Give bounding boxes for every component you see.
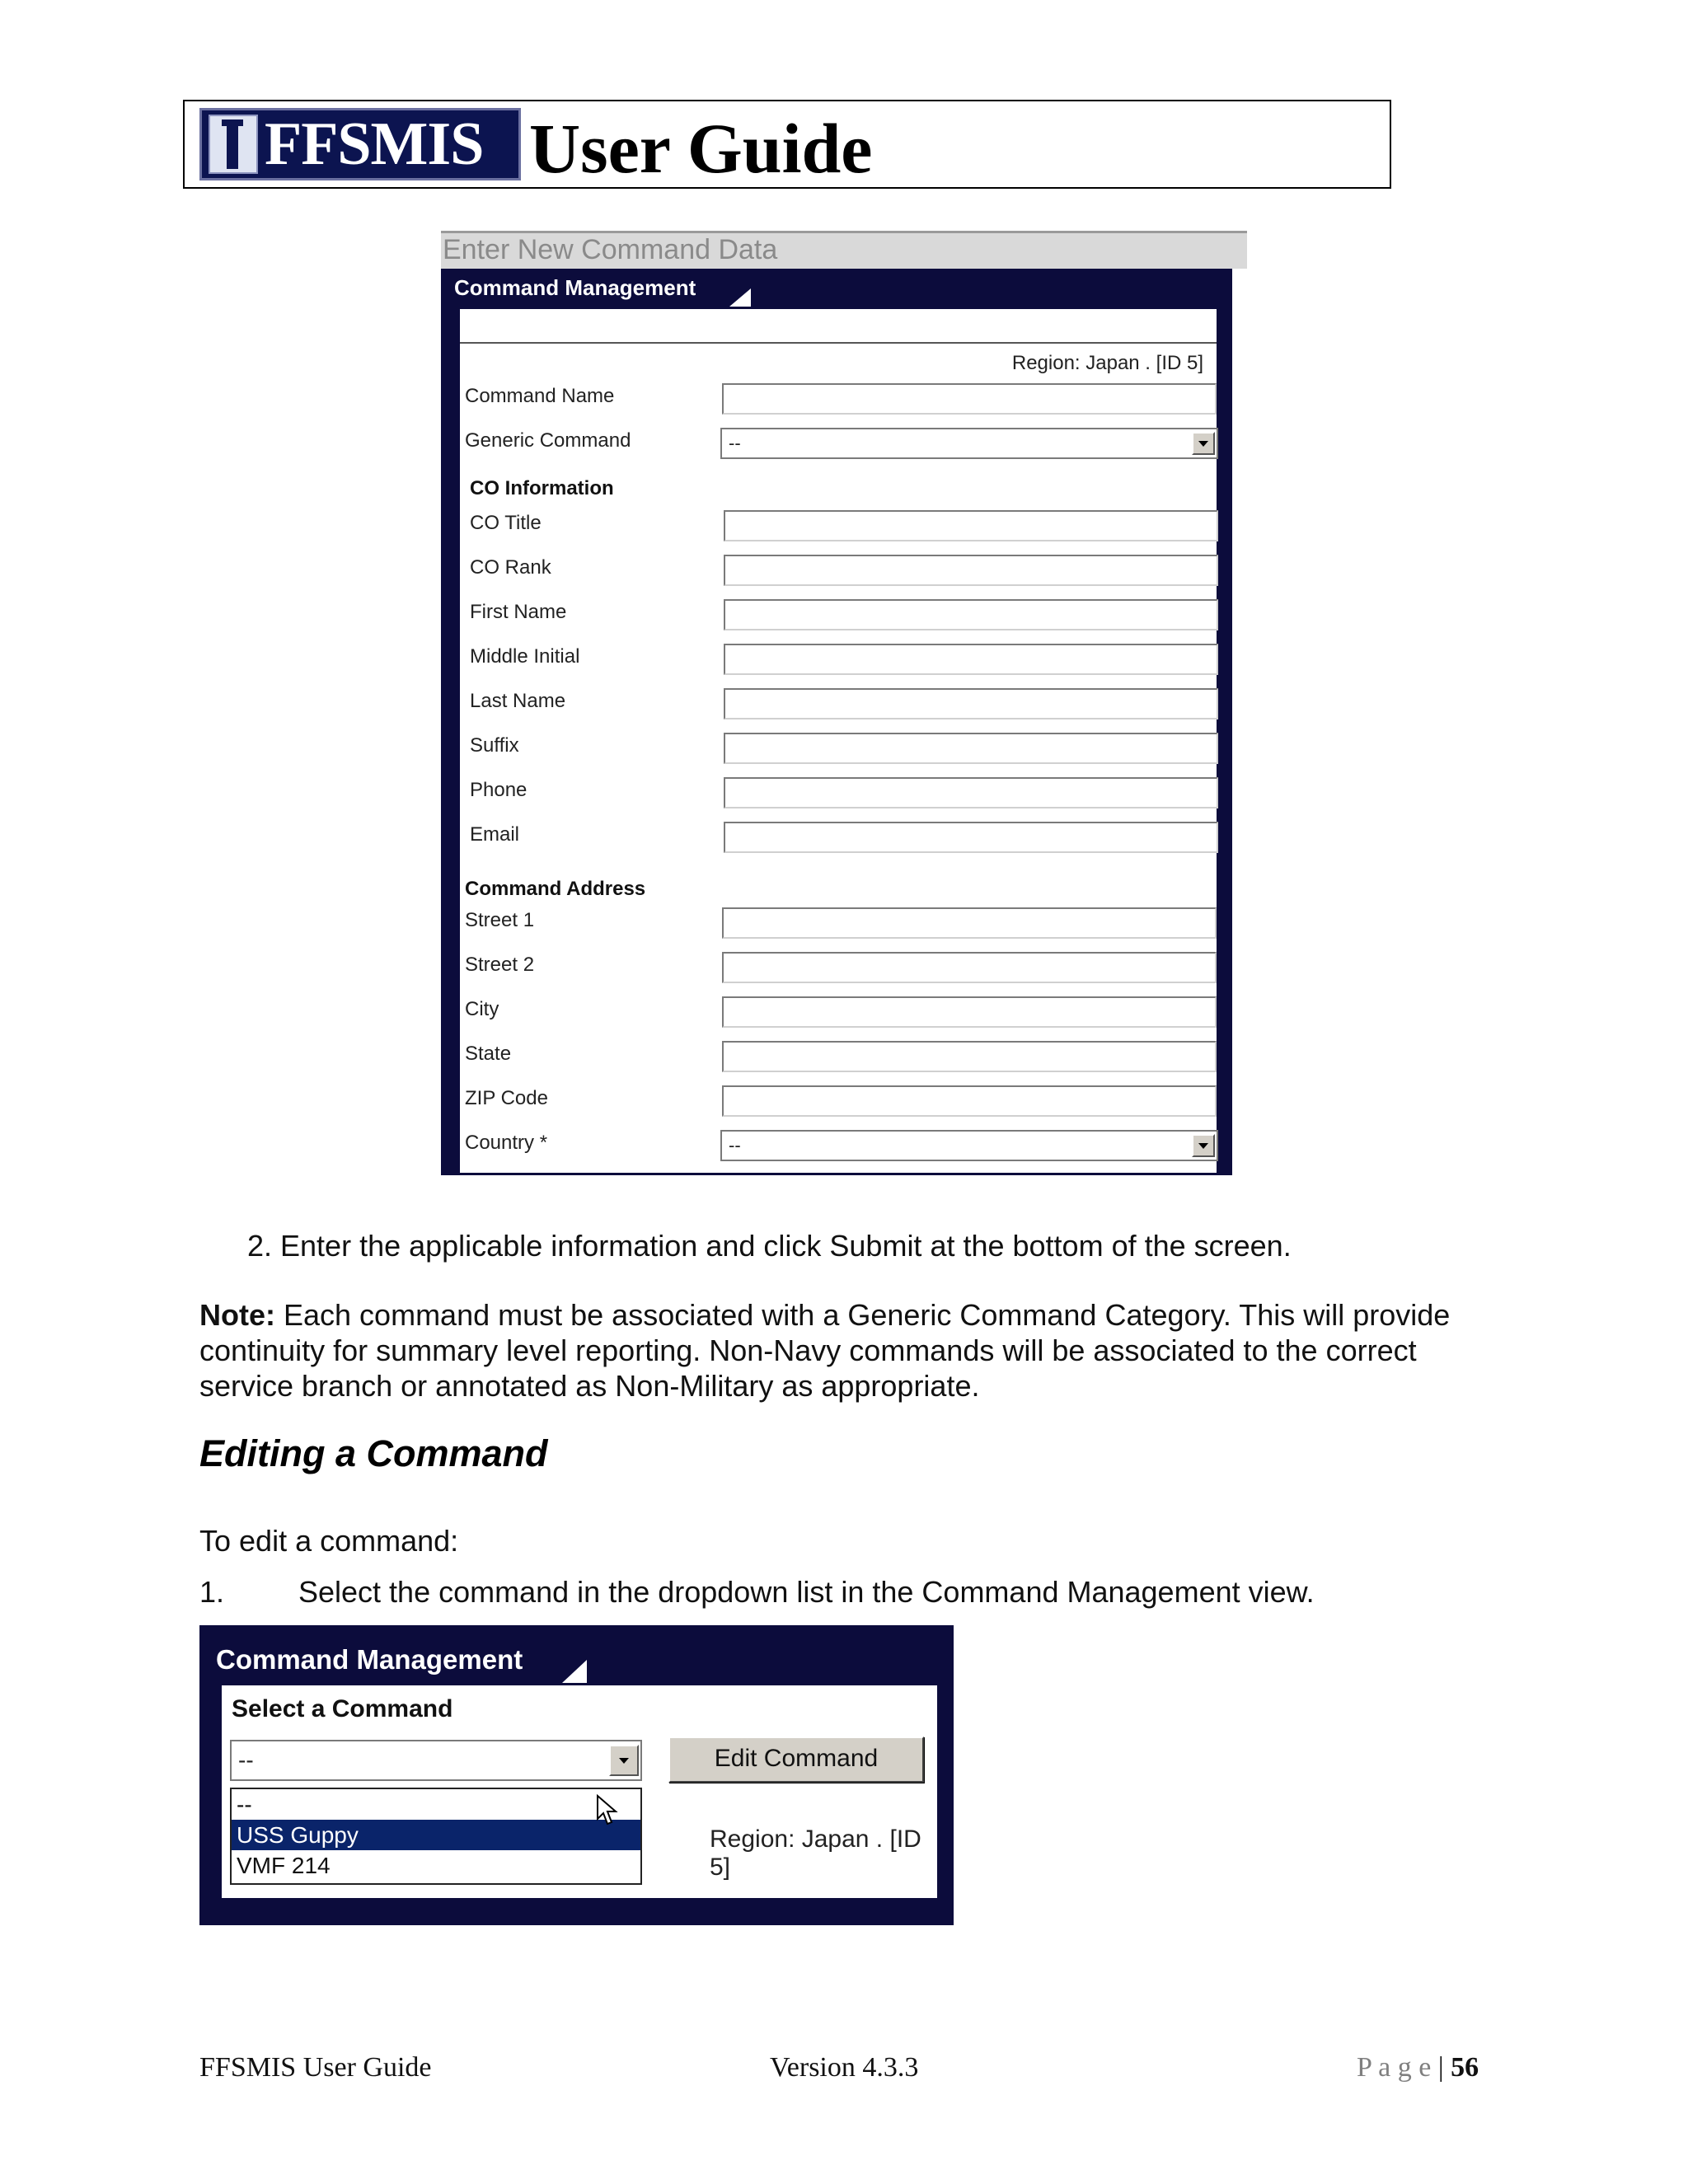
state-row: [460, 1041, 1217, 1074]
co-information-heading: CO Information: [470, 477, 614, 499]
panel-tab-title: Command Management: [216, 1644, 523, 1675]
suffix-input[interactable]: [724, 733, 1218, 764]
zip-code-label: ZIP Code: [465, 1087, 548, 1109]
co-rank-row: [460, 555, 1217, 588]
command-name-label: Command Name: [465, 385, 615, 407]
document-title: User Guide: [529, 109, 873, 188]
city-row: [460, 996, 1217, 1029]
footer-page: [1357, 2052, 1479, 2083]
page-separator: |: [1431, 2052, 1451, 2083]
region-label: Region: Japan . [ID 5]: [1011, 352, 1203, 374]
street1-label: Street 1: [465, 909, 535, 931]
generic-command-row: [460, 428, 1217, 461]
country-value: --: [729, 1135, 741, 1155]
document-header: [183, 100, 1391, 189]
street1-input[interactable]: [722, 907, 1217, 939]
suffix-row: [460, 733, 1217, 766]
panel-tab-title: Command Management: [454, 275, 696, 300]
phone-label: Phone: [470, 779, 528, 801]
command-dropdown-list[interactable]: [230, 1788, 642, 1885]
command-name-input[interactable]: [722, 383, 1217, 415]
step-2-text: 2. Enter the applicable information and click Submit at the bottom of the screen.: [247, 1229, 1292, 1263]
step-1-number: 1.: [199, 1575, 225, 1609]
edit-intro-text: To edit a command:: [199, 1524, 459, 1558]
tab-slant: [562, 1660, 587, 1683]
ffsmis-logo: [199, 108, 521, 180]
state-input[interactable]: [722, 1041, 1217, 1072]
last-name-row: [460, 688, 1217, 721]
form-topbar: [460, 309, 1217, 344]
page-number: 56: [1451, 2052, 1479, 2083]
country-row: [460, 1130, 1217, 1163]
command-select[interactable]: [230, 1740, 642, 1781]
chevron-down-icon[interactable]: [1192, 1134, 1215, 1157]
command-address-heading: Command Address: [465, 878, 646, 900]
first-name-row: [460, 599, 1217, 632]
command-management-panel: [441, 269, 1232, 1175]
chevron-down-icon[interactable]: [1192, 432, 1215, 455]
tab-slant: [729, 288, 751, 307]
co-title-input[interactable]: [724, 510, 1218, 541]
generic-command-value: --: [729, 433, 741, 453]
email-label: Email: [470, 823, 520, 846]
email-input[interactable]: [724, 822, 1218, 853]
co-rank-label: CO Rank: [470, 556, 551, 579]
middle-initial-input[interactable]: [724, 644, 1218, 675]
co-title-row: [460, 510, 1217, 543]
phone-input[interactable]: [724, 777, 1218, 808]
last-name-input[interactable]: [724, 688, 1218, 719]
select-command-label: Select a Command: [232, 1695, 453, 1722]
state-label: State: [465, 1043, 512, 1065]
street2-input[interactable]: [722, 952, 1217, 983]
screenshot-caption: Enter New Command Data: [441, 231, 1247, 269]
footer-version: Version 4.3.3: [770, 2052, 919, 2083]
editing-command-heading: Editing a Command: [199, 1432, 548, 1474]
note-paragraph: [199, 1297, 1485, 1404]
command-name-row: [460, 383, 1217, 416]
middle-initial-row: [460, 644, 1217, 677]
region-label: Region: Japan . [ID 5]: [710, 1825, 921, 1881]
edit-command-button[interactable]: Edit Command: [668, 1736, 924, 1783]
command-select-value: --: [238, 1747, 254, 1773]
select-command-form: [219, 1683, 940, 1900]
street2-row: [460, 952, 1217, 985]
zip-code-input[interactable]: [722, 1085, 1217, 1117]
middle-initial-label: Middle Initial: [470, 645, 580, 668]
lighthouse-icon: [209, 115, 258, 174]
logo-text: FFSMIS: [265, 110, 484, 178]
street2-label: Street 2: [465, 954, 535, 976]
chevron-down-icon[interactable]: [609, 1745, 639, 1776]
suffix-label: Suffix: [470, 734, 519, 757]
step-1-text: Select the command in the dropdown list in the Command Management view.: [298, 1575, 1315, 1609]
dropdown-option-selected[interactable]: USS Guppy: [232, 1820, 640, 1850]
footer-left: FFSMIS User Guide: [199, 2052, 432, 2083]
dropdown-option[interactable]: --: [237, 1792, 252, 1817]
zip-code-row: [460, 1085, 1217, 1118]
generic-command-label: Generic Command: [465, 429, 631, 452]
mouse-cursor-icon: [596, 1794, 619, 1827]
page-label: P a g e: [1357, 2052, 1432, 2083]
city-input[interactable]: [722, 996, 1217, 1028]
phone-row: [460, 777, 1217, 810]
first-name-label: First Name: [470, 601, 567, 623]
country-label: Country *: [465, 1132, 548, 1154]
note-text: Each command must be associated with a Generic Command Category. This will provide continuity for summary level reporting. Non-Navy commands will be associated to the correct service branch or annotated as Non-Military as appropriate.: [199, 1298, 1451, 1403]
country-select[interactable]: [720, 1130, 1218, 1161]
dropdown-option[interactable]: VMF 214: [237, 1853, 331, 1878]
first-name-input[interactable]: [724, 599, 1218, 630]
new-command-screenshot: [441, 231, 1247, 1175]
command-form: [457, 307, 1219, 1175]
city-label: City: [465, 998, 499, 1020]
email-row: [460, 822, 1217, 855]
select-command-screenshot: [199, 1625, 954, 1925]
co-title-label: CO Title: [470, 512, 542, 534]
note-label: Note:: [199, 1298, 275, 1332]
generic-command-select[interactable]: [720, 428, 1218, 459]
street1-row: [460, 907, 1217, 940]
last-name-label: Last Name: [470, 690, 566, 712]
co-rank-input[interactable]: [724, 555, 1218, 586]
